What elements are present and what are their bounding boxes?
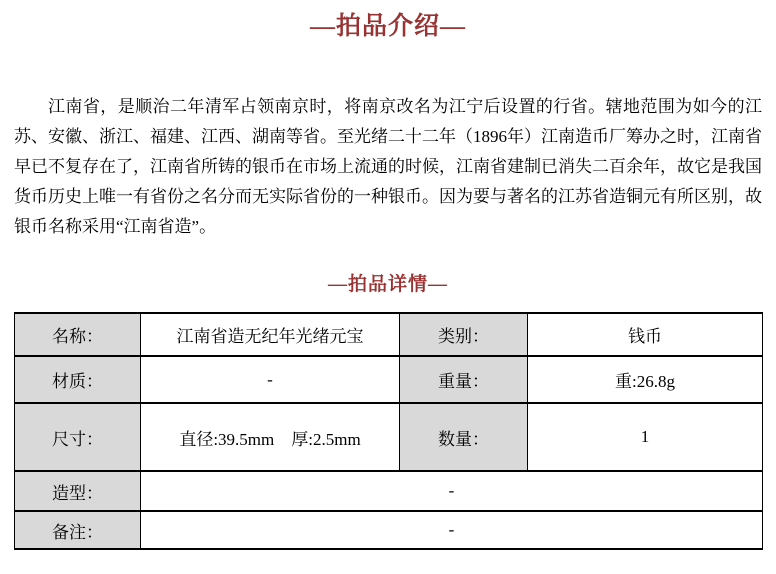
- detail-table: [14, 312, 763, 550]
- weight-value-cell: 重:26.8g: [528, 356, 763, 403]
- material-label-cell: 材质：: [15, 356, 141, 403]
- material-value-cell: -: [141, 356, 400, 403]
- remarks-value-cell: -: [141, 511, 763, 549]
- quantity-label-cell: 数量：: [400, 403, 528, 471]
- shape-label-cell: 造型：: [15, 471, 141, 511]
- table-row-shape: [15, 471, 763, 511]
- details-section-title: —拍品详情—: [327, 274, 448, 295]
- intro-section-title: —拍品介绍—: [309, 13, 466, 40]
- name-label-cell: 名称：: [15, 313, 141, 356]
- size-value-cell: 直径:39.5mm 厚:2.5mm: [141, 403, 400, 471]
- table-row-remarks: [15, 511, 763, 549]
- name-value-cell: 江南省造无纪年光绪元宝: [141, 313, 400, 356]
- shape-value-cell: -: [141, 471, 763, 511]
- category-label-cell: 类别：: [400, 313, 528, 356]
- intro-paragraph: 江南省，是顺治二年清军占领南京时，将南京改名为江宁后设置的行省。辖地范围为如今的江苏、安徽、浙江、福建、江西、湖南等省。至光绪二十二年（1896年）江南造币厂筹办之时，江南省早已不复存在了，江南省所铸的银币在市场上流通的时候，江南省建制已消失二百余年，故它是我国货币历史上唯一有省份之名分而无实际省份的一种银币。因为要与著名的江苏省造铜元有所区别，故银币名称采用“江南省造”。: [14, 97, 762, 236]
- remarks-label-cell: 备注：: [15, 511, 141, 549]
- quantity-value-cell: 1: [528, 403, 763, 471]
- size-label-cell: 尺寸：: [15, 403, 141, 471]
- category-value-cell: 钱币: [528, 313, 763, 356]
- table-row-material-weight: [15, 356, 763, 403]
- table-row-size-quantity: [15, 403, 763, 471]
- table-row-name-category: [15, 313, 763, 356]
- weight-label-cell: 重量：: [400, 356, 528, 403]
